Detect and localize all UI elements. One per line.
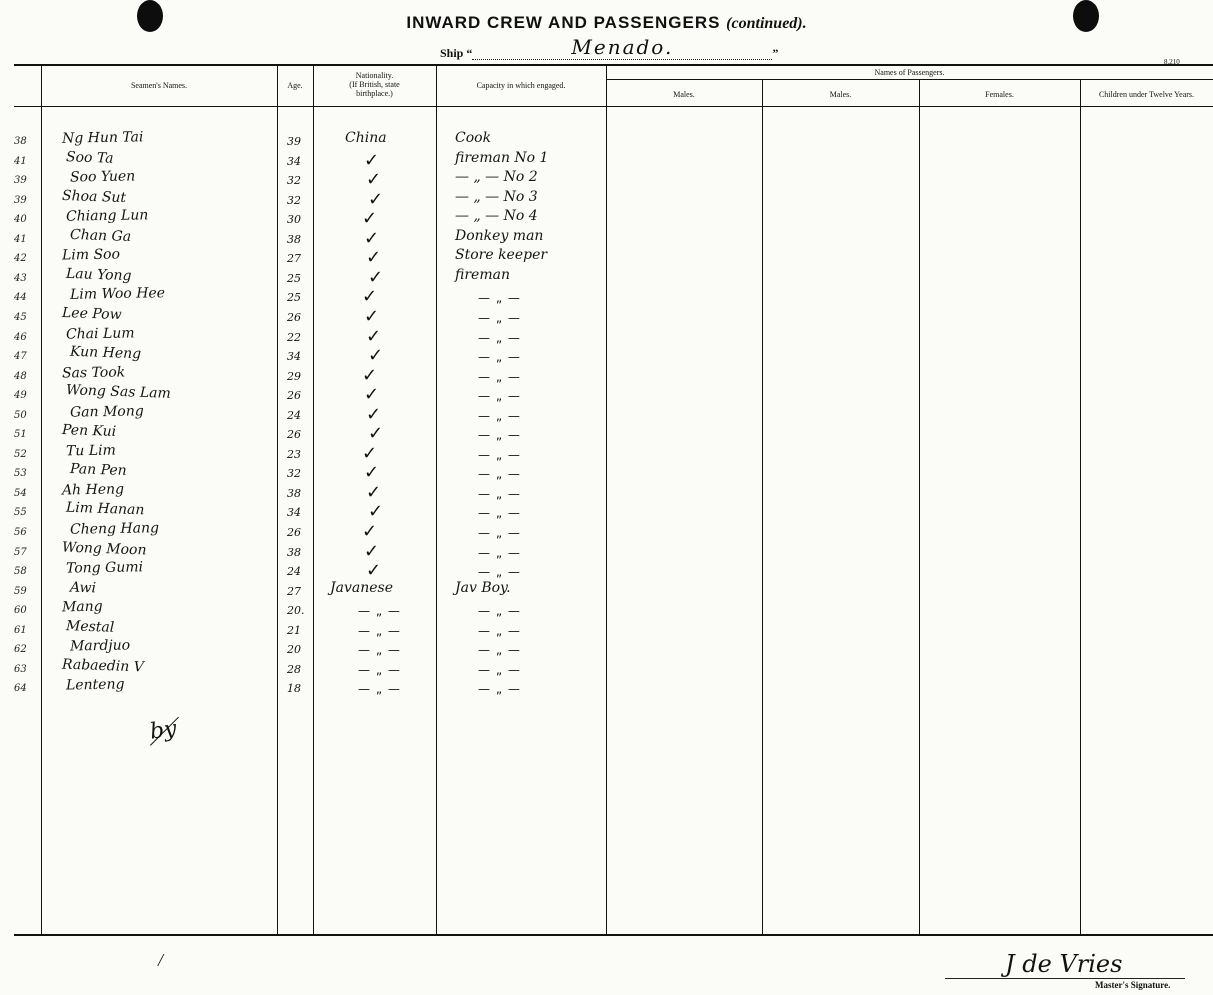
capacity-ditto: — „ — (478, 663, 521, 677)
row-number: 59 (14, 586, 27, 597)
seaman-name: Pen Kui (61, 422, 117, 440)
row-number: 48 (14, 371, 27, 382)
seaman-name: Sas Took (61, 364, 126, 382)
signature-label: Master's Signature. (1095, 980, 1171, 990)
capacity-ditto: — „ — (478, 506, 521, 520)
seaman-capacity: fireman No 1 (455, 150, 549, 166)
seaman-age: 26 (287, 428, 301, 441)
nationality-tick: ✓ (362, 365, 378, 386)
title-continued: (continued). (726, 15, 807, 32)
capacity-ditto: — „ — (478, 350, 521, 364)
seaman-age: 38 (287, 487, 301, 500)
header-males-1: Males. (673, 90, 695, 99)
table-top-rule (14, 64, 1213, 66)
nationality-tick: ✓ (368, 267, 384, 288)
capacity-ditto: — „ — (478, 311, 521, 325)
capacity-ditto: — „ — (478, 643, 521, 657)
nationality-tick: ✓ (362, 286, 378, 307)
signature-line (945, 978, 1185, 979)
capacity-ditto: — „ — (478, 331, 521, 345)
seaman-nationality: Javanese (330, 580, 393, 596)
nationality-tick: ✓ (362, 443, 378, 464)
header-age: Age. (287, 81, 303, 90)
seaman-age: 20. (287, 604, 305, 617)
nationality-tick: ✓ (364, 541, 380, 562)
seaman-name: Tong Gumi (65, 559, 144, 577)
row-number: 41 (14, 234, 27, 245)
corner-number: 8.210 (1164, 58, 1180, 66)
seaman-capacity: — „ — No 2 (455, 169, 538, 185)
seaman-age: 38 (287, 233, 301, 246)
row-number: 58 (14, 566, 27, 577)
master-signature: J de Vries (1005, 950, 1123, 978)
capacity-ditto: — „ — (478, 565, 521, 579)
seaman-age: 24 (287, 565, 301, 578)
nationality-ditto: — „ — (358, 643, 401, 657)
row-number: 51 (14, 429, 27, 440)
nationality-ditto: — „ — (358, 624, 401, 638)
nationality-tick: ✓ (368, 345, 384, 366)
capacity-ditto: — „ — (478, 487, 521, 501)
seaman-age: 32 (287, 467, 301, 480)
title-text: INWARD CREW AND PASSENGERS (406, 13, 721, 32)
header-bottom-rule (14, 106, 1213, 107)
capacity-ditto: — „ — (478, 370, 521, 384)
col-divider-females (1080, 79, 1081, 934)
seaman-age: 34 (287, 506, 301, 519)
ship-name: Menado. (571, 35, 674, 59)
col-divider-name (277, 64, 278, 934)
header-children: Children under Twelve Years. (1098, 90, 1195, 99)
row-number: 50 (14, 410, 27, 421)
nationality-ditto: — „ — (358, 682, 401, 696)
nationality-tick: ✓ (366, 560, 382, 581)
seaman-name: Mestal (65, 618, 115, 636)
row-number: 64 (14, 683, 27, 694)
row-number: 61 (14, 625, 27, 636)
row-number: 54 (14, 488, 27, 499)
capacity-ditto: — „ — (478, 448, 521, 462)
capacity-ditto: — „ — (478, 546, 521, 560)
seaman-name: Kun Heng (69, 343, 142, 363)
row-number: 62 (14, 644, 27, 655)
header-males-2: Males. (829, 90, 852, 99)
seaman-age: 21 (287, 624, 301, 637)
seaman-name: Lee Pow (61, 304, 122, 324)
seaman-name: Lim Woo Hee (69, 285, 166, 303)
ship-label: Ship (440, 46, 464, 60)
nationality-tick: ✓ (366, 247, 382, 268)
seaman-name: Mang (61, 598, 103, 616)
col-divider-males2 (919, 79, 920, 934)
seaman-name: Lau Yong (65, 265, 132, 285)
nationality-tick: ✓ (366, 404, 382, 425)
seaman-age: 38 (287, 546, 301, 559)
seaman-name: Wong Sas Lam (65, 382, 172, 402)
header-nationality-line2: (If British, state (349, 80, 400, 89)
row-number: 38 (14, 136, 27, 147)
header-nationality-line1: Nationality. (355, 71, 394, 80)
seaman-age: 34 (287, 350, 301, 363)
header-capacity: Capacity in which engaged. (476, 81, 566, 90)
seaman-age: 34 (287, 155, 301, 168)
ship-line: Ship “ Menado. ” (440, 35, 779, 60)
seaman-capacity: — „ — No 3 (455, 189, 538, 205)
seaman-age: 20 (287, 643, 301, 656)
seaman-name: Chai Lum (65, 325, 135, 343)
col-divider-nationality (436, 64, 437, 934)
capacity-ditto: — „ — (478, 624, 521, 638)
seaman-name: Pan Pen (69, 461, 127, 479)
nationality-tick: ✓ (364, 306, 380, 327)
row-number: 45 (14, 312, 27, 323)
seaman-name: Lenteng (65, 676, 125, 694)
row-number: 41 (14, 156, 27, 167)
row-number: 49 (14, 390, 27, 401)
passenger-header-rule (606, 79, 1213, 80)
row-number: 42 (14, 253, 27, 264)
row-number: 39 (14, 195, 27, 206)
seaman-capacity: fireman (455, 267, 510, 283)
nationality-tick: ✓ (364, 384, 380, 405)
col-divider-males1 (762, 79, 763, 934)
row-number: 44 (14, 292, 27, 303)
seaman-age: 25 (287, 272, 301, 285)
seaman-capacity: Donkey man (455, 228, 544, 244)
capacity-ditto: — „ — (478, 389, 521, 403)
row-number: 47 (14, 351, 27, 362)
header-seamen-names: Seamen's Names. (130, 81, 188, 90)
seaman-age: 30 (287, 213, 301, 226)
seaman-name: Tu Lim (65, 442, 116, 460)
seaman-age: 28 (287, 663, 301, 676)
nationality-tick: ✓ (364, 462, 380, 483)
nationality-tick: ✓ (366, 169, 382, 190)
seaman-age: 26 (287, 311, 301, 324)
seaman-age: 18 (287, 682, 301, 695)
seaman-name: Chan Ga (69, 226, 132, 246)
capacity-ditto: — „ — (478, 526, 521, 540)
seaman-age: 27 (287, 585, 301, 598)
seaman-age: 23 (287, 448, 301, 461)
capacity-ditto: — „ — (478, 604, 521, 618)
seaman-name: Ah Heng (61, 481, 125, 499)
seaman-age: 29 (287, 370, 301, 383)
seaman-capacity: Jav Boy. (455, 580, 511, 596)
row-number: 63 (14, 664, 27, 675)
clerk-initials: by (148, 716, 179, 745)
col-divider-capacity (606, 64, 607, 934)
seaman-name: Rabaedin V (61, 656, 145, 676)
seaman-name: Shoa Sut (61, 187, 127, 207)
header-nationality (313, 71, 436, 98)
row-number: 46 (14, 332, 27, 343)
row-number: 40 (14, 214, 27, 225)
row-number: 53 (14, 468, 27, 479)
nationality-tick: ✓ (364, 228, 380, 249)
nationality-tick: ✓ (368, 189, 384, 210)
seaman-age: 25 (287, 291, 301, 304)
footer-mark: / (158, 950, 164, 970)
row-number: 56 (14, 527, 27, 538)
seaman-age: 22 (287, 331, 301, 344)
capacity-ditto: — „ — (478, 467, 521, 481)
seaman-name: Mardjuo (69, 637, 131, 655)
seaman-name: Gan Mong (69, 403, 144, 421)
nationality-tick: ✓ (364, 150, 380, 171)
row-number: 57 (14, 547, 27, 558)
col-divider-age (313, 64, 314, 934)
nationality-tick: ✓ (362, 521, 378, 542)
capacity-ditto: — „ — (478, 409, 521, 423)
col-divider-num (41, 64, 42, 934)
seaman-name: Wong Moon (61, 539, 147, 559)
seaman-capacity: — „ — No 4 (455, 208, 538, 224)
capacity-ditto: — „ — (478, 291, 521, 305)
capacity-ditto: — „ — (478, 428, 521, 442)
nationality-tick: ✓ (366, 482, 382, 503)
header-females: Females. (985, 90, 1014, 99)
row-number: 39 (14, 175, 27, 186)
ship-name-field (472, 35, 772, 60)
seaman-nationality: China (345, 130, 387, 146)
seaman-name: Soo Yuen (69, 168, 136, 186)
row-number: 55 (14, 507, 27, 518)
seaman-capacity: Cook (455, 130, 492, 146)
nationality-tick: ✓ (366, 326, 382, 347)
seaman-name: Chiang Lun (65, 207, 149, 225)
seaman-age: 32 (287, 174, 301, 187)
seaman-name: Lim Soo (61, 246, 121, 264)
seaman-age: 27 (287, 252, 301, 265)
header-passengers: Names of Passengers. (874, 68, 945, 77)
nationality-tick: ✓ (368, 423, 384, 444)
row-number: 52 (14, 449, 27, 460)
row-number: 43 (14, 273, 27, 284)
seaman-age: 32 (287, 194, 301, 207)
nationality-ditto: — „ — (358, 604, 401, 618)
nationality-tick: ✓ (368, 501, 384, 522)
header-nationality-line3: birthplace.) (356, 89, 393, 98)
seaman-name: Soo Ta (65, 149, 114, 167)
seaman-age: 26 (287, 389, 301, 402)
row-number: 60 (14, 605, 27, 616)
seaman-age: 24 (287, 409, 301, 422)
seaman-name: Ng Hun Tai (61, 129, 144, 147)
seaman-name: Cheng Hang (69, 520, 160, 538)
seaman-age: 39 (287, 135, 301, 148)
capacity-ditto: — „ — (478, 682, 521, 696)
table-bottom-rule (14, 934, 1213, 936)
seaman-age: 26 (287, 526, 301, 539)
seaman-name: Lim Hanan (65, 499, 145, 519)
seaman-name: Awi (69, 579, 97, 597)
seaman-capacity: Store keeper (455, 247, 548, 263)
nationality-tick: ✓ (362, 208, 378, 229)
nationality-ditto: — „ — (358, 663, 401, 677)
page-title (0, 13, 1213, 33)
